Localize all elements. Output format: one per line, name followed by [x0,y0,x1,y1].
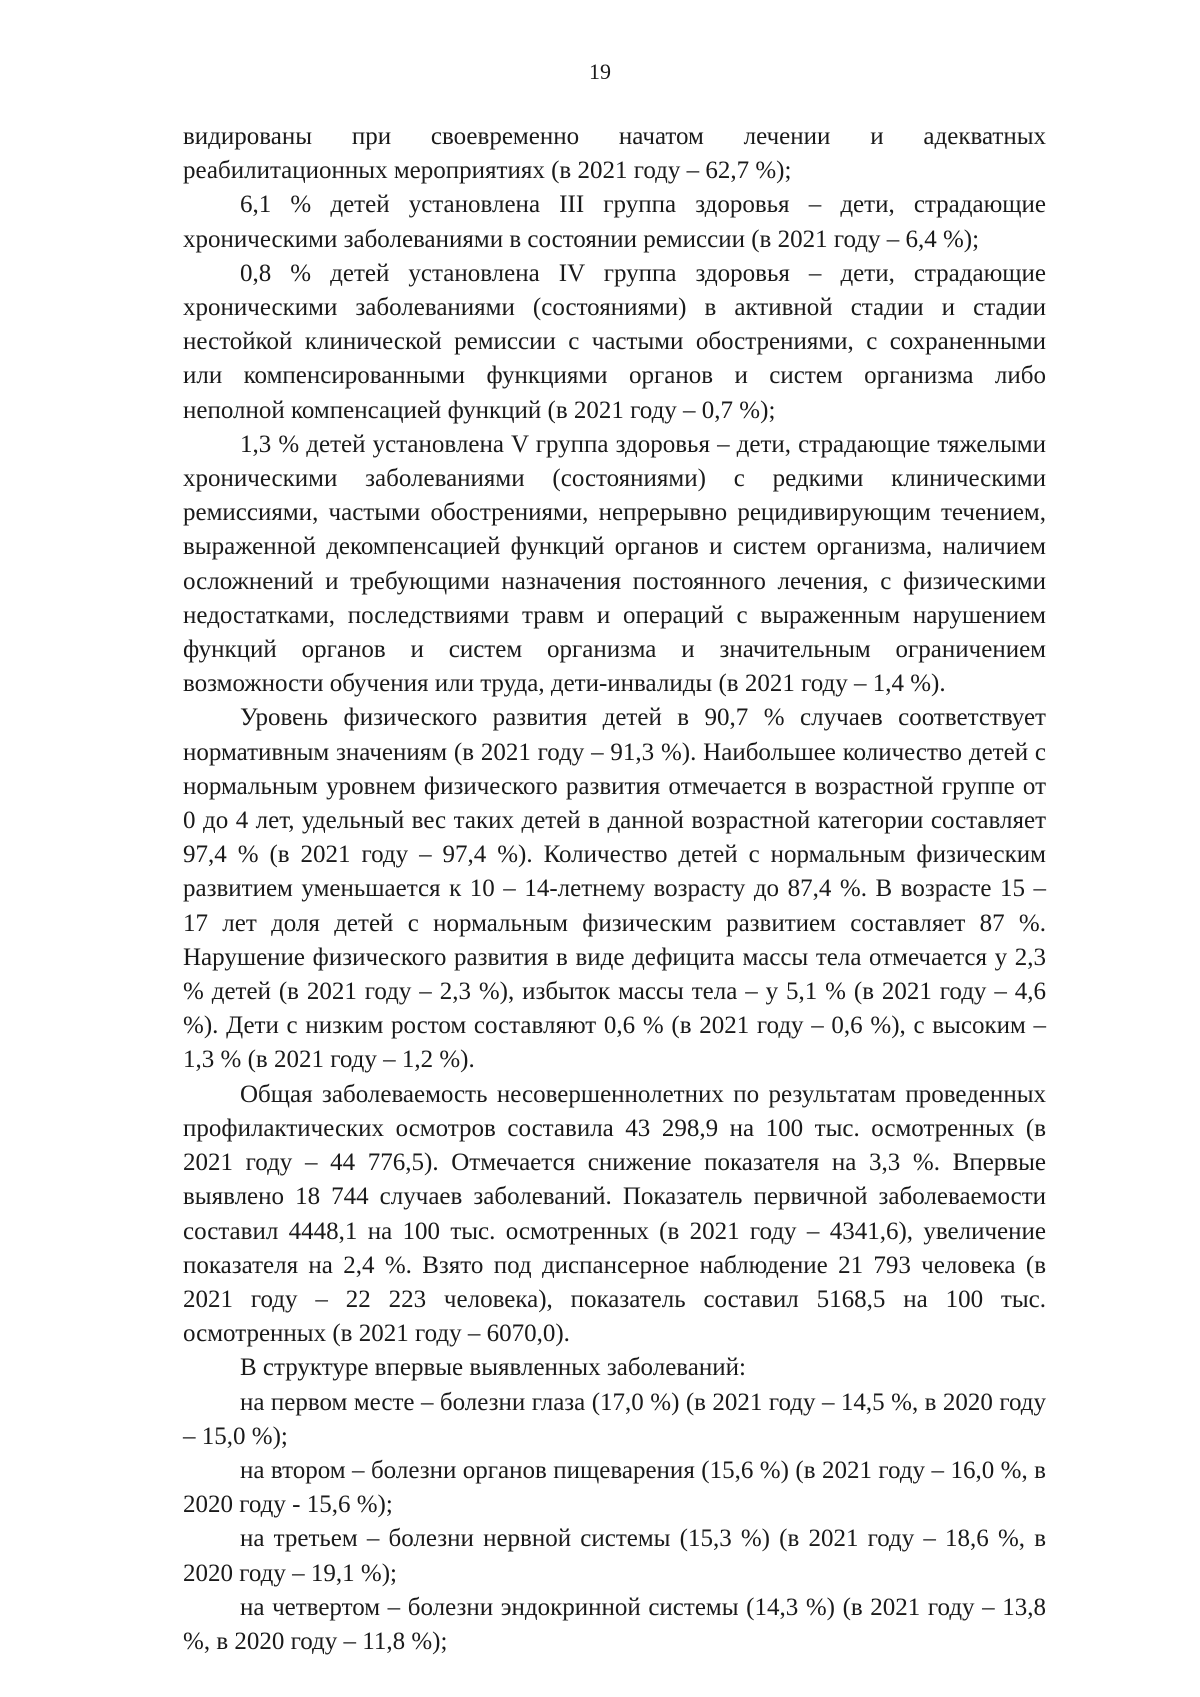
list-item-third-place: на третьем – болезни нервной системы (15,3 %) (в 2021 году – 18,6 %, в 2020 году – 19,1 %); [183,1525,1046,1587]
list-item-second-place: на втором – болезни органов пищеварения (15,6 %) (в 2021 году – 16,0 %, в 2020 году - 15,6 %); [183,1456,1046,1519]
paragraph-general-morbidity: Общая заболеваемость несовершеннолетних по результатам проведенных профилактических осмотров составила 43 298,9 на 100 тыс. осмотренных (в 2021 году – 44 776,5). Отмечается снижение показателя на 3,3 %. Впервые выявлено 18 744 случаев заболеваний. Показатель первичной заболеваемости составил 4448,1 на 100 тыс. осмотренных (в 2021 году – 4341,6), увеличение показателя на 2,4 %. Взято под диспансерное наблюдение 21 793 человека (в 2021 году – 22 223 человека), показатель составил 5168,5 на 100 тыс. осмотренных (в 2021 году – 6070,0). [183,1080,1046,1348]
list-item-first-place: на первом месте – болезни глаза (17,0 %) (в 2021 году – 14,5 %, в 2020 году – 15,0 %); [183,1388,1046,1450]
page-number: 19 [589,59,611,84]
paragraph-physical-development: Уровень физического развития детей в 90,7 % случаев соответствует нормативным значениям (в 2021 году – 91,3 %). Наибольшее количество детей с нормальным уровнем физического развития отмечается в возрастной группе от 0 до 4 лет, удельный вес таких детей в данной возрастной категории составляет 97,4 % (в 2021 году – 97,4 %). Количество детей с нормальным физическим развитием уменьшается к 10 – 14-летнему возрасту до 87,4 %. В возрасте 15 – 17 лет доля детей с нормальным физическим развитием составляет 87 %. Нарушение физического развития в виде дефицита массы тела отмечается у 2,3 % детей (в 2021 году – 2,3 %), избыток массы тела – у 5,1 % (в 2021 году – 4,6 %). Дети с низким ростом составляют 0,6 % (в 2021 году – 0,6 %), с высоким – 1,3 % (в 2021 году – 1,2 %). [183,704,1046,1074]
paragraph-health-group-4: 0,8 % детей установлена IV группа здоровья – дети, страдающие хроническими заболеваниями (состояниями) в активной стадии и стадии нестойкой клинической ремиссии с частыми обострениями, с сохраненными или компенсированными функциями органов и систем организма либо неполной компенсацией функций (в 2021 году – 0,7 %); [183,259,1046,424]
document-body [183,120,1046,1659]
paragraph-structure-intro: В структуре впервые выявленных заболеваний: [240,1354,746,1382]
paragraph-health-group-3: 6,1 % детей установлена III группа здоровья – дети, страдающие хроническими заболеваниями в состоянии ремиссии (в 2021 году – 6,4 %); [183,191,1046,253]
paragraph-health-group-5: 1,3 % детей установлена V группа здоровья – дети, страдающие тяжелыми хроническими заболеваниями (состояниями) с редкими клиническими ремиссиями, частыми обострениями, непрерывно рецидивирующим течением, выраженной декомпенсацией функций органов и систем организма, наличием осложнений и требующими назначения постоянного лечения, с физическими недостатками, последствиями травм и операций с выраженным нарушением функций органов и систем организма и значительным ограничением возможности обучения или труда, дети-инвалиды (в 2021 году – 1,4 %). [183,430,1046,698]
list-item-fourth-place: на четвертом – болезни эндокринной системы (14,3 %) (в 2021 году – 13,8 %, в 2020 году – 11,8 %); [183,1593,1046,1655]
paragraph-continuation: видированы при своевременно начатом лечении и адекватных реабилитационных мероприятиях (в 2021 году – 62,7 %); [183,123,1046,185]
